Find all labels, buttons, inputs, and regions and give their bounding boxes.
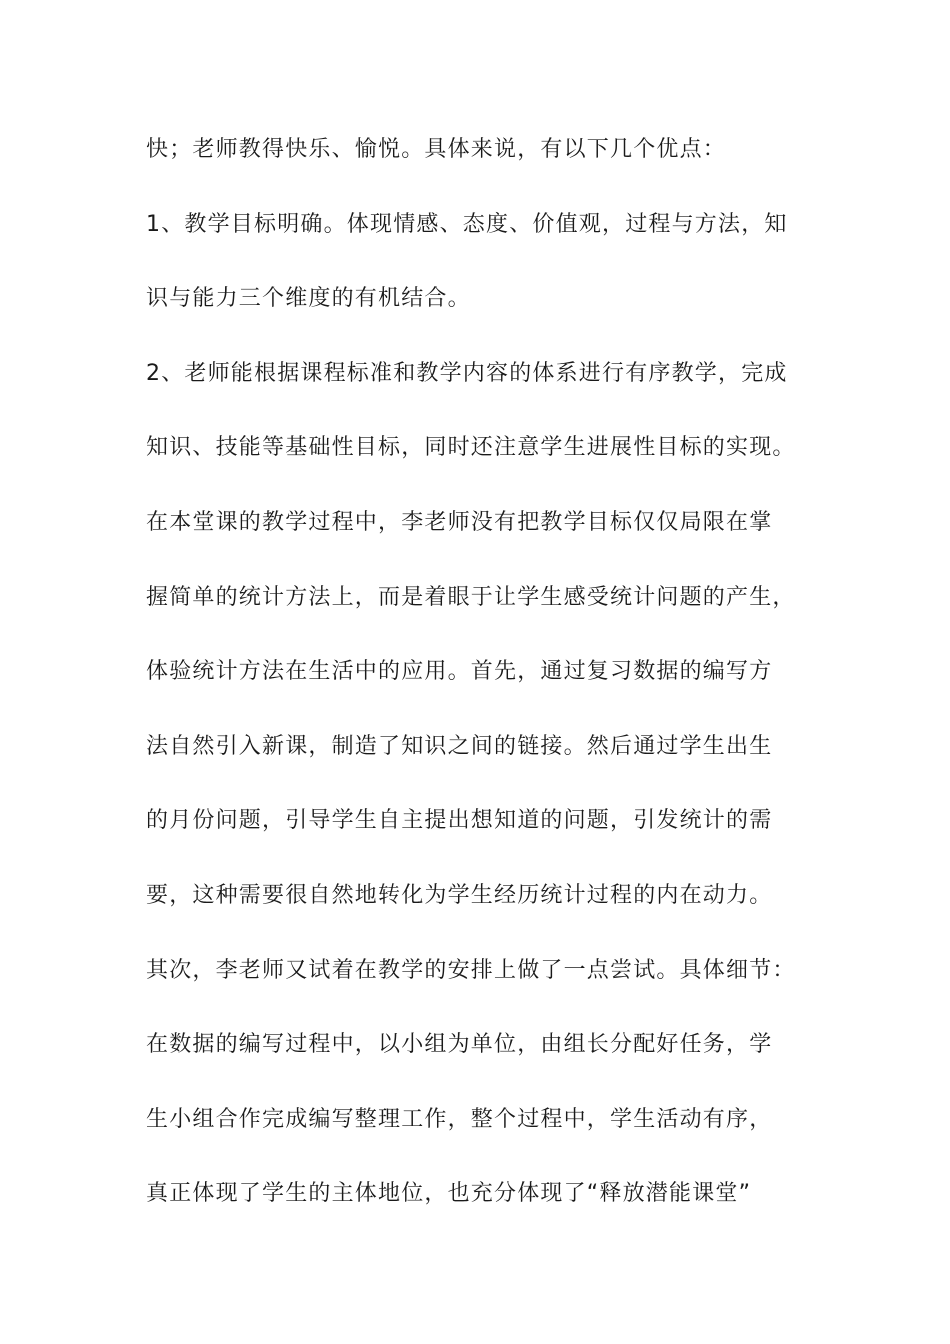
text-line: 在数据的编写过程中，以小组为单位，由组长分配好任务，学: [146, 1032, 773, 1058]
text-line: 1、教学目标明确。体现情感、态度、价值观，过程与方法，知: [146, 211, 788, 237]
text-line: 在本堂课的教学过程中，李老师没有把教学目标仅仅局限在掌: [146, 509, 773, 535]
text-line: 识与能力三个维度的有机结合。: [146, 286, 471, 312]
text-line: 的月份问题，引导学生自主提出想知道的问题，引发统计的需: [146, 808, 773, 834]
text-line: 其次，李老师又试着在教学的安排上做了一点尝试。具体细节：: [146, 957, 796, 983]
text-line: 法自然引入新课，制造了知识之间的链接。然后通过学生出生: [146, 733, 773, 759]
text-line: 握简单的统计方法上，而是着眼于让学生感受统计问题的产生，: [146, 584, 796, 610]
text-line: 体验统计方法在生活中的应用。首先，通过复习数据的编写方: [146, 659, 773, 685]
text-line: 真正体现了学生的主体地位，也充分体现了“释放潜能课堂”: [146, 1181, 752, 1207]
body-text: [146, 128, 836, 1247]
text-line: 生小组合作完成编写整理工作，整个过程中，学生活动有序，: [146, 1106, 773, 1132]
text-line: 要，这种需要很自然地转化为学生经历统计过程的内在动力。: [146, 882, 773, 908]
text-line: 快；老师教得快乐、愉悦。具体来说，有以下几个优点：: [146, 137, 727, 162]
text-line: 知识、技能等基础性目标，同时还注意学生进展性目标的实现。: [146, 435, 796, 461]
text-line: 2、老师能根据课程标准和教学内容的体系进行有序教学，完成: [146, 360, 788, 386]
